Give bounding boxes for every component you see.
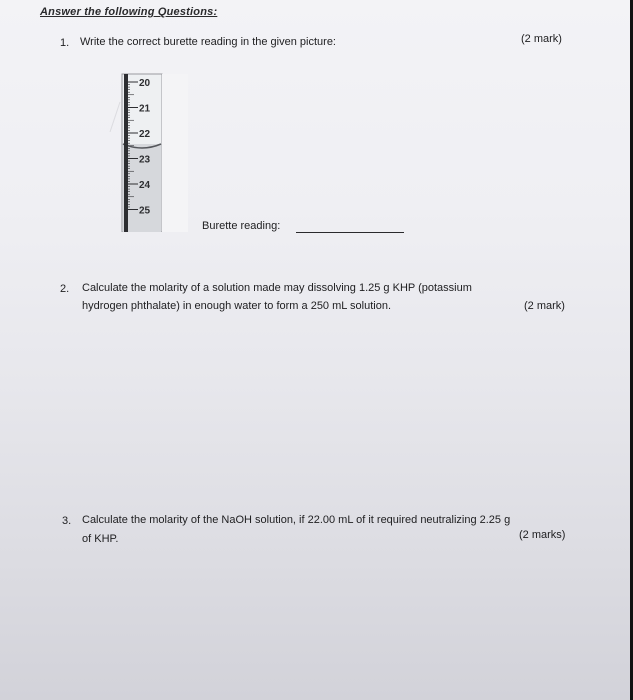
page-heading: Answer the following Questions:	[40, 6, 218, 18]
burette-scale-label: 23	[139, 154, 151, 166]
question-1-marks: (2 mark)	[521, 33, 562, 45]
question-3-line-2: of KHP.	[82, 533, 119, 545]
burette-reading-answer-line[interactable]	[296, 232, 404, 233]
burette-image	[108, 72, 188, 232]
question-3-marks: (2 marks)	[519, 529, 566, 541]
question-3-number: 3.	[62, 515, 72, 527]
burette-scale-label: 21	[139, 103, 151, 115]
question-2-number: 2.	[60, 283, 70, 295]
burette-scale-label: 20	[139, 78, 151, 89]
burette-scale-label: 22	[139, 129, 151, 140]
burette-scale-bar	[124, 74, 128, 232]
question-1-text: Write the correct burette reading in the given picture:	[80, 36, 336, 48]
question-1-number: 1.	[60, 37, 70, 49]
question-2-marks: (2 mark)	[524, 300, 565, 312]
burette-scale-label: 24	[139, 180, 151, 191]
burette-shadow	[162, 74, 188, 232]
burette-reading-label: Burette reading:	[202, 220, 281, 232]
burette-reflection	[110, 102, 120, 132]
question-2-line-1: Calculate the molarity of a solution made may dissolving 1.25 g KHP (potassium	[82, 282, 472, 294]
question-2-line-2: hydrogen phthalate) in enough water to form a 250 mL solution.	[82, 300, 392, 312]
question-3-line-1: Calculate the molarity of the NaOH solution, if 22.00 mL of it required neutralizing 2.25 g	[82, 514, 511, 526]
burette-scale-label: 25	[139, 205, 151, 217]
